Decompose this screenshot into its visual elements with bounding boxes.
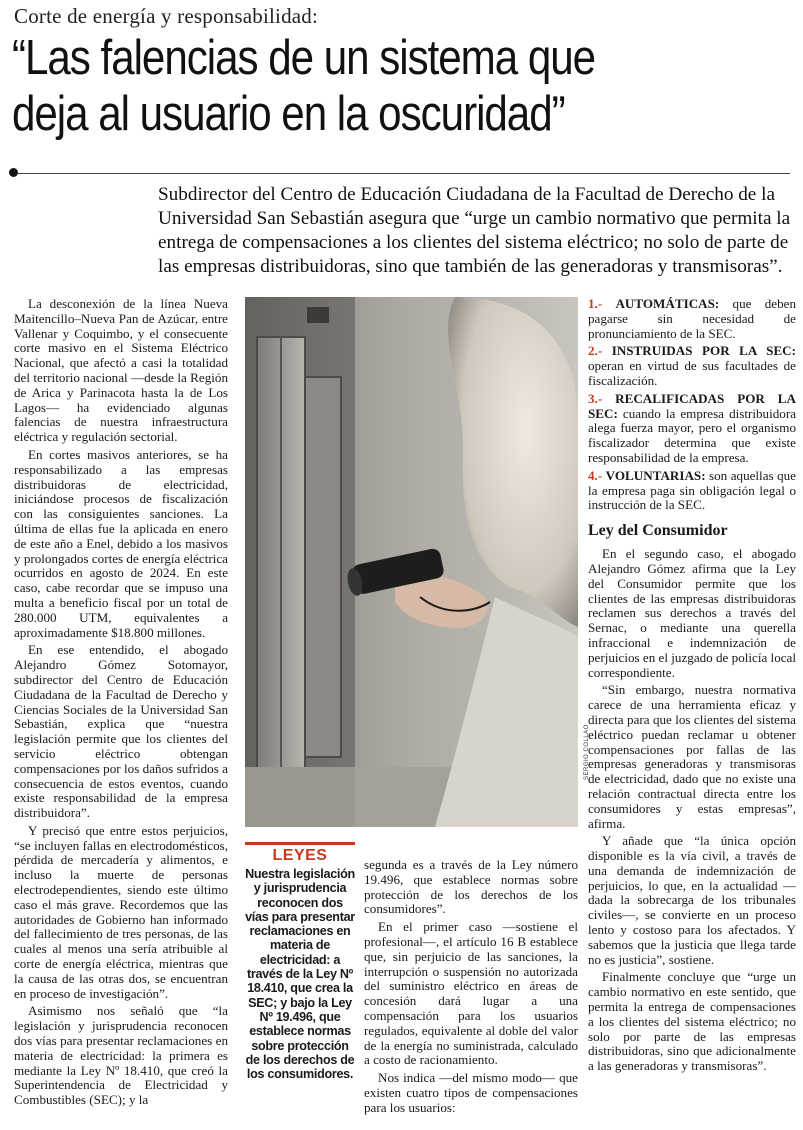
box-body: Nuestra legislación y jurisprudencia reconocen dos vías para presentar reclamaciones en materia de electricidad: a través de la Ley Nº 18.410, que crea la SEC; y bajo la Ley Nº 19.496, que establece normas sobre protección de los derechos de los consumidores.	[245, 867, 355, 1082]
kicker: Corte de energía y responsabilidad:	[14, 4, 319, 28]
sidebar-box	[245, 842, 355, 1130]
column-2	[364, 858, 578, 1119]
column-1	[14, 297, 228, 1111]
box-title: LEYES	[272, 847, 328, 864]
headline-line-1: “Las falencias de un sistema que	[12, 31, 596, 85]
list-item: 2.- INSTRUIDAS POR LA SEC: operan en virtud de sus facultades de fiscalización.	[588, 343, 796, 388]
paragraph: Y precisó que entre estos perjuicios, “se incluyen fallas en electrodomésticos, pérdida de mercadería y alimentos, e incluso la muerte de personas electrodependientes, siendo este último caso el más grave. Recordemos que las autoridades de Gobierno han informado del fallecimiento de tres personas, de las cuales al menos una sería atribuible al corte de energía eléctrica, mientras que la causa de las otras dos, se encuentran en proceso de investigación”.	[14, 822, 228, 1001]
paragraph: Y añade que “la única opción disponible es la vía civil, a través de una demanda de indemnización de perjuicios, lo que, en la actualidad —dada la sobrecarga de los tribunales civiles—, se convierte en un proceso lento y costoso para los afectados. Y sabemos que la justicia que llega tarde no es justicia”, sostiene.	[588, 833, 796, 967]
subhead: Ley del Consumidor	[588, 522, 728, 540]
list-item: 1.- AUTOMÁTICAS: que deben pagarse sin necesidad de pronunciamiento de la SEC.	[588, 296, 796, 341]
paragraph: En el segundo caso, el abogado Alejandro Gómez afirma que la Ley del Consumidor permite que los clientes de las empresas distribuidoras reclamen sus derechos a través del Sernac, o mediante una querella infraccional e indemnización de perjuicios en el juzgado de policía local correspondiente.	[588, 546, 796, 680]
divider	[18, 173, 790, 174]
list-item: 3.- RECALIFICADAS POR LA SEC: cuando la empresa distribuidora alega fuerza mayor, pero el organismo fiscalizador determina que existe responsabilidad de la empresa.	[588, 390, 796, 465]
headline-line-2: deja al usuario en la oscuridad”	[12, 87, 565, 141]
paragraph: Finalmente concluye que “urge un cambio normativo en este sentido, que permita la entrega de compensaciones a los clientes del sistema eléctrico; no solo por parte de las empresas distribuidoras, sino que adicionalmente a las generadoras y transmisoras”.	[588, 969, 796, 1074]
headline	[12, 30, 687, 142]
deck: Subdirector del Centro de Educación Ciudadana de la Facultad de Derecho de la Universidad San Sebastián asegura que “urge un cambio normativo que permita la entrega de compensaciones a los clientes del sistema eléctrico; no solo de parte de las empresas distribuidoras, sino que también de las generadoras y transmisoras”.	[158, 184, 791, 277]
paragraph: “Sin embargo, nuestra normativa carece de una herramienta eficaz y directa para que los clientes del sistema eléctrico puedan reclamar u obtener compensaciones por fallas de las empresas generadoras y transmisoras de electricidad, dado que no existe una relación contractual directa entre los consumidores y estas empresas”, afirma.	[588, 682, 796, 831]
paragraph: Asimismo nos señaló que “la legislación y jurisprudencia reconocen dos vías para presentar reclamaciones en materia de electricidad: la primera es mediante la Ley Nº 18.410, que creó la Superintendencia de Electricidad y Combustibles (SEC); y la	[14, 1003, 228, 1108]
paragraph: En ese entendido, el abogado Alejandro Gómez Sotomayor, subdirector del Centro de Educación Ciudadana de la Facultad de Derecho y Ciencias Sociales de la Universidad San Sebastián, explica que “nuestra legislación permite que los clientes del servicio eléctrico obtengan compensaciones por los daños sufridos a consecuencia de estos eventos, cuando existe responsabilidad de la empresa distribuidora”.	[14, 642, 228, 821]
photo	[245, 297, 578, 827]
paragraph: Nos indica —del mismo modo— que existen cuatro tipos de compensaciones para los usuarios:	[364, 1070, 578, 1115]
paragraph: La desconexión de la línea Nueva Maitencillo–Nueva Pan de Azúcar, entre Vallenar y Coquimbo, y el consecuente corte masivo en el Sistema Eléctrico Nacional, que afectó a casi la totalidad del territorio nacional —desde la Región de Arica y Parinacota hasta la de Los Lagos— ha evidenciado algunas falencias de nuestra infraestructura eléctrica y regulación sectorial.	[14, 296, 228, 445]
paragraph: En el primer caso —sostiene el profesional—, el artículo 16 B establece que, sin perjuicio de las sanciones, la interrupción o suspensión no autorizada del suministro eléctrico en áreas de concesión dará lugar a una compensación para los usuarios regulados, equivalente al doble del valor de la energía no suministrada, calculado a costo de racionamiento.	[364, 919, 578, 1068]
paragraph: En cortes masivos anteriores, se ha responsabilizado a las empresas distribuidoras de electricidad, iniciándose procesos de fiscalización con las consiguientes sanciones. La última de ellas fue la aplicada en enero de este año a Enel, debido a los masivos y prolongados cortes de energía eléctrica ocurridos en agosto de 2024. En este caso, cabe recordar que se impuso una multa a beneficio fiscal por un total de 280.000 UTM, equivalentes a aproximadamente $18.800 millones.	[14, 446, 228, 640]
list-item: 4.- VOLUNTARIAS: son aquellas que la empresa paga sin obligación legal o instrucción de la SEC.	[588, 467, 796, 513]
photo-illustration	[245, 297, 578, 827]
photo-credit: SERGIO COLLAO	[584, 724, 590, 780]
paragraph: segunda es a través de la Ley número 19.496, que establece normas sobre protección de los derechos de los consumidores”.	[364, 857, 578, 917]
column-3	[588, 297, 796, 1077]
rule-bullet	[9, 168, 18, 177]
